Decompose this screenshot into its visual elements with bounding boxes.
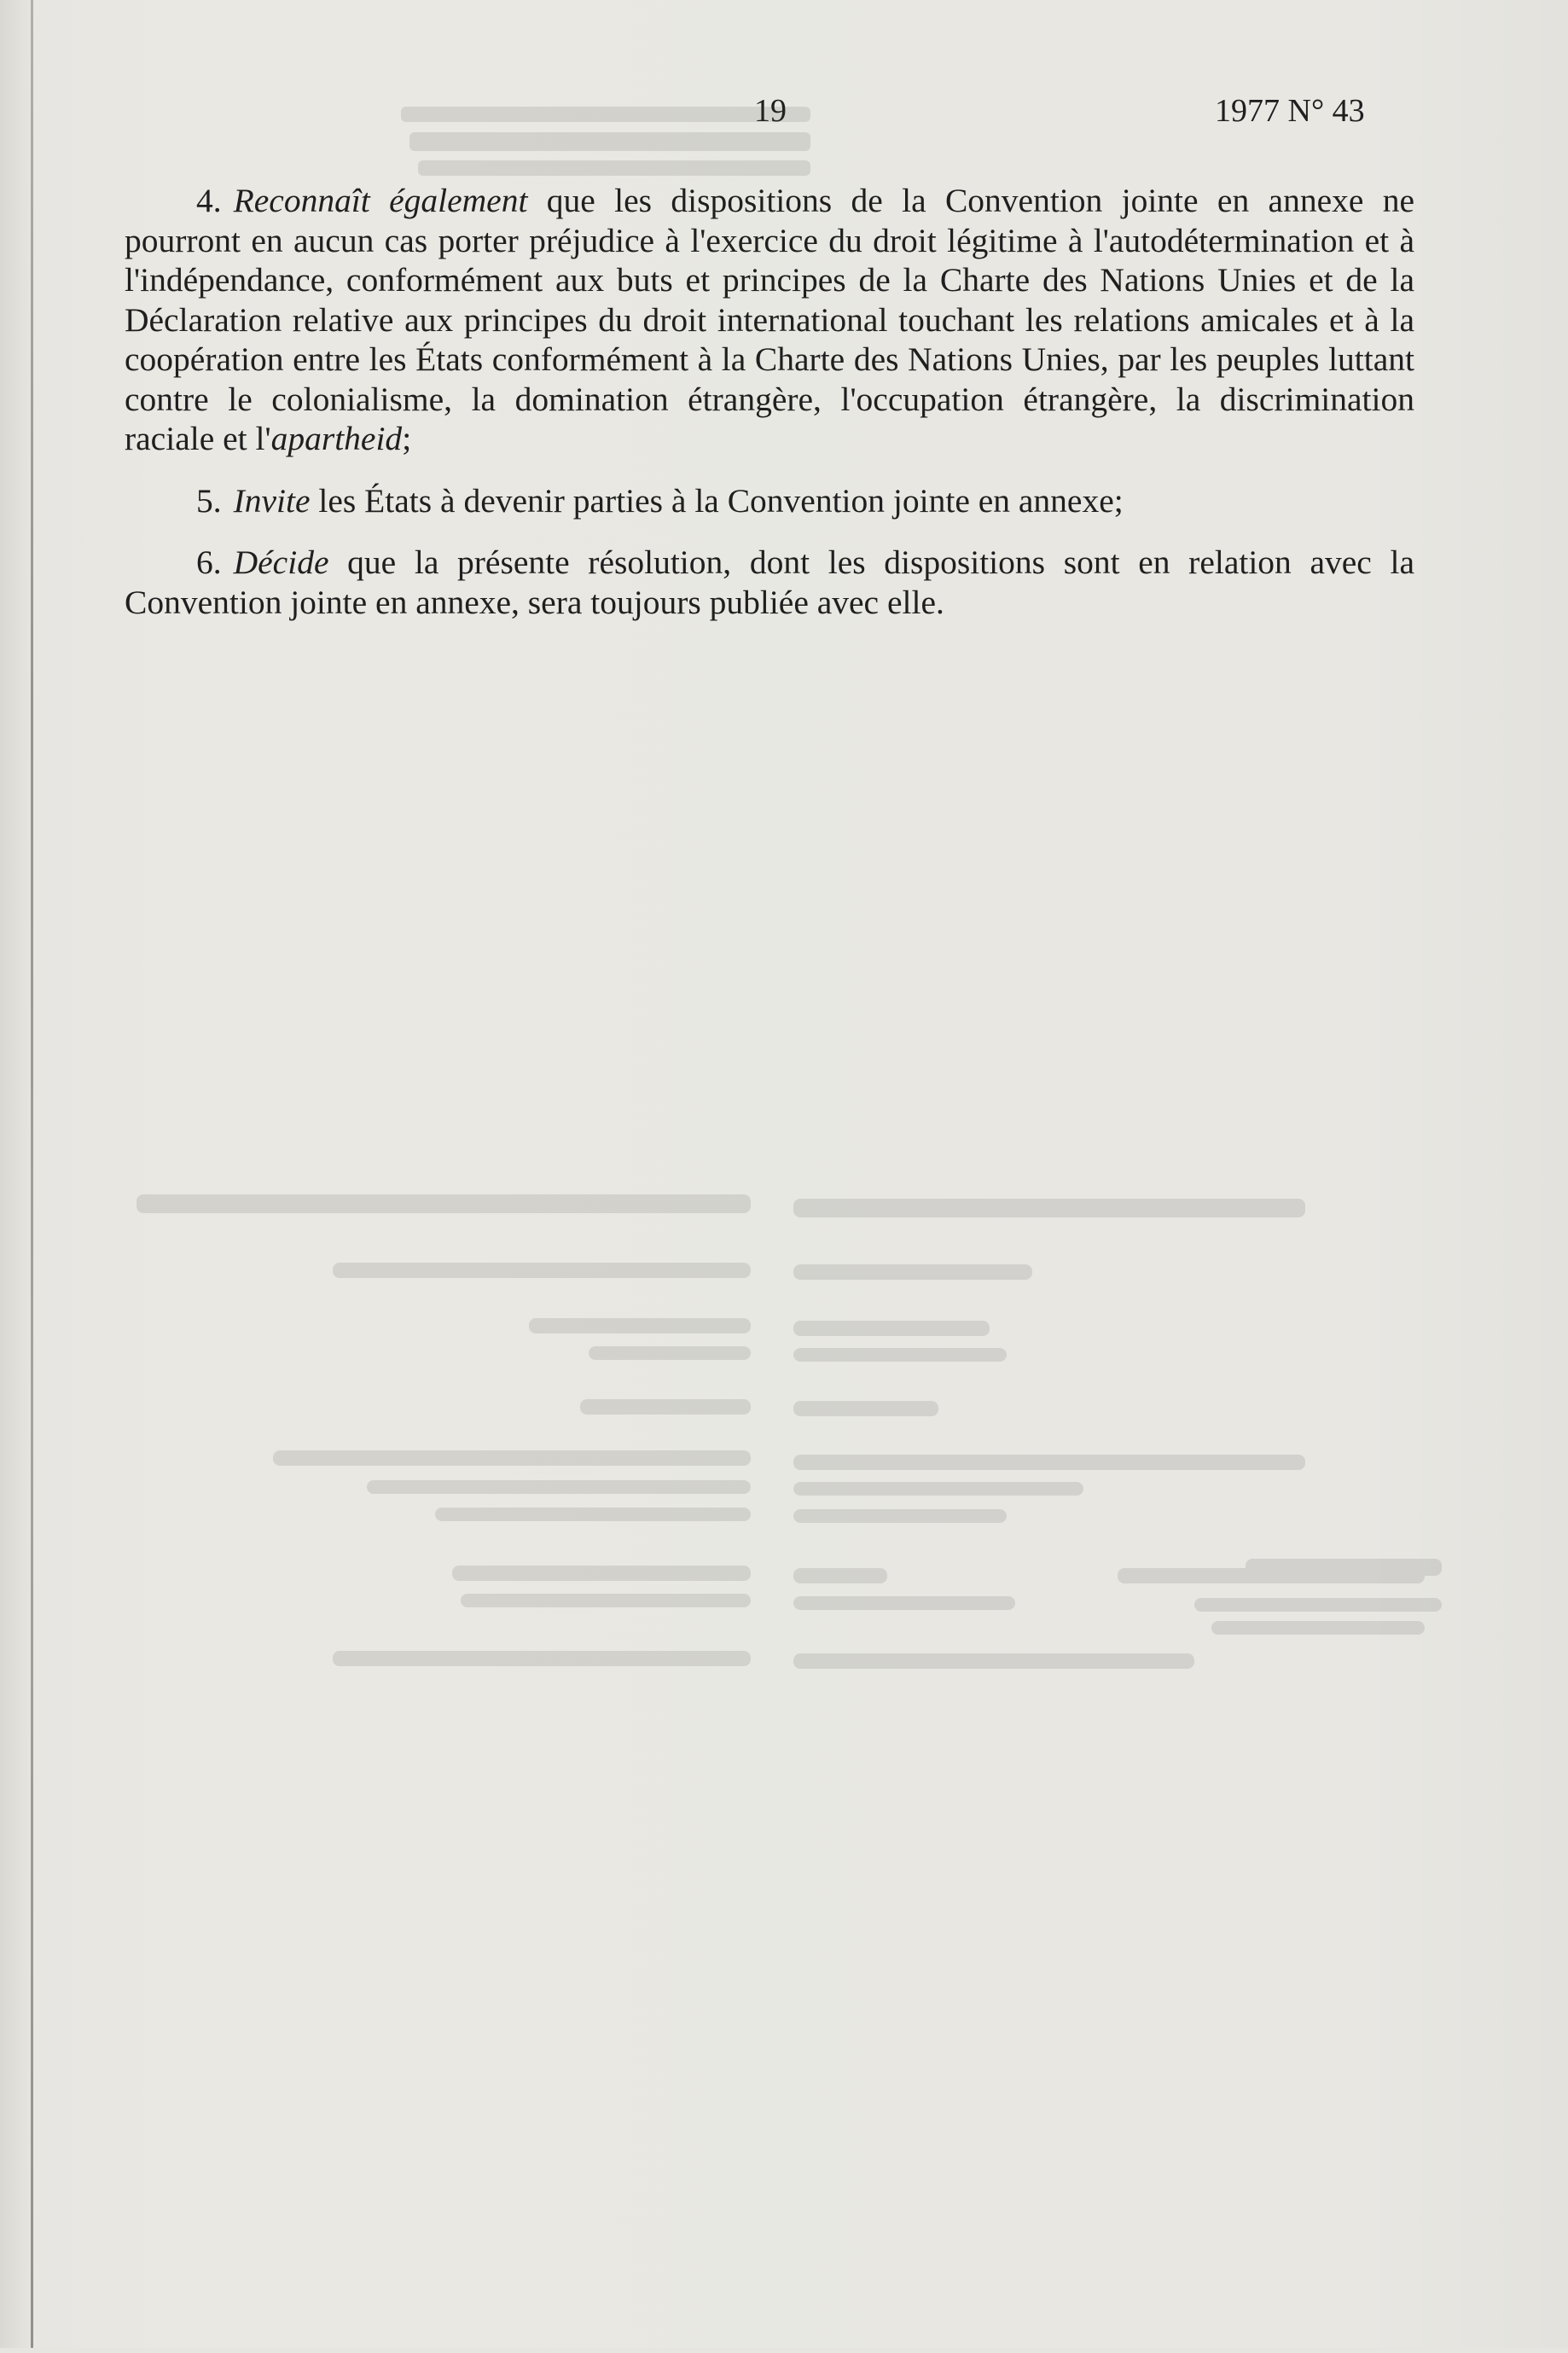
- paragraph-5: [125, 481, 1414, 521]
- paragraph-6: [125, 543, 1414, 622]
- paragraph-body: les États à devenir parties à la Convention jointe en annexe;: [310, 481, 1124, 520]
- paragraph-lead: Invite: [233, 481, 311, 520]
- paragraph-end: ;: [402, 420, 412, 457]
- resolution-text: [125, 181, 1414, 622]
- paragraph-number: 5.: [196, 481, 222, 520]
- paragraph-lead: Reconnaît également: [233, 182, 528, 219]
- page-header: [0, 92, 1568, 135]
- paragraph-body: que les dispositions de la Convention jointe en annexe ne pourront en aucun cas porter préjudice à l'exercice du droit légitime à l'autodétermination et à l'indépendance, conformément aux buts et principes de la Charte des Nations Unies et de la Déclaration relative aux principes du droit international touchant les relations amicales et à la coopération entre les États conformément à la Charte des Nations Unies, par les peuples luttant contre le colonialisme, la domination étrangère, l'occupation étrangère, la discrimination raciale et l': [125, 182, 1414, 457]
- page-number: 19: [754, 93, 787, 129]
- issue-number: 1977 N° 43: [1215, 93, 1365, 129]
- paragraph-lead: Décide: [233, 543, 329, 581]
- binding-edge: [31, 0, 33, 2348]
- paragraph-number: 6.: [196, 543, 222, 581]
- paragraph-number: 4.: [196, 182, 222, 219]
- paragraph-4: [125, 181, 1414, 459]
- paragraph-body: que la présente résolution, dont les dispositions sont en relation avec la Convention jointe en annexe, sera toujours publiée avec elle.: [125, 543, 1414, 621]
- paragraph-italic-term: apartheid: [270, 420, 403, 457]
